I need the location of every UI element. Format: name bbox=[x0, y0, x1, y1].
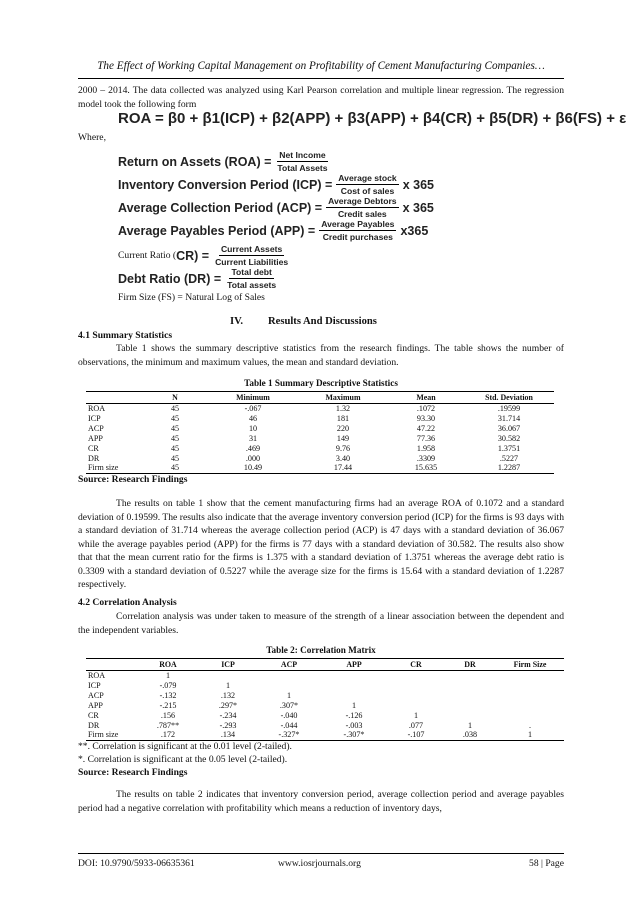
table-cell: 15.635 bbox=[388, 463, 464, 473]
table-cell bbox=[496, 671, 564, 681]
table1-source: Source: Research Findings bbox=[78, 474, 188, 485]
header-rule bbox=[78, 78, 564, 79]
table2-note-1: **. Correlation is significant at the 0.01 level (2-tailed). bbox=[78, 741, 292, 752]
table1-caption: Table 1 Summary Descriptive Statistics bbox=[244, 378, 398, 388]
table-cell: .3309 bbox=[416, 453, 436, 463]
summary-statistics-text: Table 1 shows the summary descriptive statistics from the research findings. The table shows the number of observations, the minimum and maximum values, the mean and standard deviation. bbox=[78, 343, 564, 368]
table-cell: 1 bbox=[165, 671, 171, 680]
table-cell: ICP bbox=[88, 680, 101, 690]
dr-equation bbox=[118, 267, 282, 290]
table-cell: .038 bbox=[444, 730, 496, 740]
cr-denominator: Current Liabilities bbox=[215, 257, 289, 267]
dr-fraction bbox=[225, 267, 278, 290]
correlation-analysis-text: Correlation analysis was under taken to measure of the strength of a linear association between the dependent and the independent variables. bbox=[78, 611, 564, 636]
footer-page-number: 58 | Page bbox=[529, 858, 564, 869]
table2-header: ICP bbox=[198, 659, 258, 671]
table-cell: . bbox=[528, 720, 532, 730]
table-cell: 1.32 bbox=[335, 404, 351, 413]
table-cell bbox=[258, 671, 320, 681]
table2-source: Source: Research Findings bbox=[78, 767, 188, 778]
table2-caption: Table 2: Correlation Matrix bbox=[266, 645, 376, 655]
table-cell: .1072 bbox=[416, 404, 436, 413]
table-cell: 3.40 bbox=[335, 453, 351, 463]
table-cell bbox=[320, 671, 388, 681]
table-cell: 45 bbox=[170, 404, 180, 413]
table-cell: -.040 bbox=[280, 710, 298, 720]
section-title: Results And Discussions bbox=[268, 316, 377, 327]
table2-header: APP bbox=[320, 659, 388, 671]
table2-header: ROA bbox=[138, 659, 198, 671]
regression-equation: ROA = β0 + β1(ICP) + β2(APP) + β3(APP) + β4(CR) + β5(DR) + β6(FS) + ε bbox=[118, 110, 627, 127]
table-cell: -.107 bbox=[388, 730, 444, 740]
correlation-analysis-heading: 4.2 Correlation Analysis bbox=[78, 597, 177, 608]
table-cell bbox=[496, 681, 564, 691]
table-cell: 1.3751 bbox=[497, 443, 521, 453]
table-row bbox=[86, 454, 554, 464]
table-cell: CR bbox=[88, 710, 99, 720]
app-label: Average Payables Period (APP) = bbox=[118, 223, 316, 238]
table1-header-row bbox=[86, 392, 554, 404]
summary-statistics-heading: 4.1 Summary Statistics bbox=[78, 330, 173, 341]
table-cell: 45 bbox=[170, 413, 180, 423]
table2-header: Firm Size bbox=[496, 659, 564, 671]
table-cell: .297* bbox=[218, 700, 238, 710]
table-cell: APP bbox=[88, 433, 103, 443]
table2-header: CR bbox=[388, 659, 444, 671]
table-cell: 1 bbox=[225, 680, 231, 690]
table-cell bbox=[496, 711, 564, 721]
dr-denominator: Total assets bbox=[227, 280, 277, 290]
table1-header: N bbox=[142, 392, 208, 404]
table2-header bbox=[86, 659, 138, 671]
roa-fraction bbox=[275, 150, 329, 173]
table1-header: Minimum bbox=[208, 392, 298, 404]
icp-equation bbox=[118, 173, 434, 196]
acp-numerator: Average Debtors bbox=[328, 196, 397, 206]
table2-header-row bbox=[86, 659, 564, 671]
table-cell: .19599 bbox=[497, 404, 521, 413]
table-row bbox=[86, 463, 554, 473]
table-cell bbox=[388, 671, 444, 681]
table-cell: 1.958 bbox=[416, 443, 436, 453]
table1-descriptive-statistics bbox=[86, 391, 554, 474]
table-cell: .787** bbox=[156, 720, 180, 730]
table-cell: -.132 bbox=[159, 690, 177, 700]
table-cell: 45 bbox=[170, 423, 180, 433]
table-cell: -.293 bbox=[219, 720, 237, 730]
table-cell: Firm size bbox=[86, 463, 142, 473]
table-cell: 10 bbox=[248, 423, 258, 433]
table-cell: .132 bbox=[220, 690, 236, 700]
table-cell: 1 bbox=[496, 730, 564, 740]
table-cell: 30.582 bbox=[497, 433, 521, 443]
fs-definition: Firm Size (FS) = Natural Log of Sales bbox=[118, 292, 265, 303]
table-cell: ICP bbox=[88, 413, 101, 423]
table-cell: 220 bbox=[336, 423, 350, 433]
footer-doi: DOI: 10.9790/5933-06635361 bbox=[78, 858, 195, 869]
table-cell: -.327* bbox=[258, 730, 320, 740]
icp-fraction bbox=[336, 173, 398, 196]
acp-multiplier: x 365 bbox=[402, 200, 434, 215]
table-row bbox=[86, 721, 564, 731]
table-cell: ACP bbox=[88, 423, 104, 433]
table-cell bbox=[388, 691, 444, 701]
table-cell: 31 bbox=[248, 433, 258, 443]
cr-fraction bbox=[213, 244, 290, 267]
acp-denominator: Credit sales bbox=[337, 209, 387, 219]
table-row bbox=[86, 414, 554, 424]
table-cell bbox=[444, 681, 496, 691]
table-cell bbox=[320, 681, 388, 691]
footer-website: www.iosrjournals.org bbox=[278, 858, 361, 869]
table1-header bbox=[86, 392, 142, 404]
table-cell: 149 bbox=[336, 433, 350, 443]
table-cell: ROA bbox=[88, 404, 106, 413]
table-cell: 1 bbox=[413, 710, 419, 720]
table-cell: DR bbox=[88, 453, 100, 463]
where-label: Where, bbox=[78, 132, 106, 143]
table-row bbox=[86, 681, 564, 691]
table-cell: 31.714 bbox=[497, 413, 521, 423]
table2-header: DR bbox=[444, 659, 496, 671]
table-cell: 17.44 bbox=[298, 463, 388, 473]
table-cell bbox=[320, 691, 388, 701]
table-cell: -.215 bbox=[159, 700, 177, 710]
table-row bbox=[86, 444, 554, 454]
table-row bbox=[86, 434, 554, 444]
cr-equation bbox=[118, 244, 294, 267]
table-cell bbox=[198, 671, 258, 681]
table-cell bbox=[444, 701, 496, 711]
table-cell: .156 bbox=[160, 710, 176, 720]
table2-correlation-matrix bbox=[86, 658, 564, 741]
acp-label: Average Collection Period (ACP) = bbox=[118, 200, 323, 215]
table-row bbox=[86, 404, 554, 414]
table1-header: Mean bbox=[388, 392, 464, 404]
dr-numerator: Total debt bbox=[231, 267, 272, 277]
app-multiplier: x365 bbox=[400, 223, 429, 238]
table-cell: -.003 bbox=[345, 720, 363, 730]
table-cell bbox=[444, 711, 496, 721]
table-cell: 1 bbox=[351, 700, 357, 710]
table-row bbox=[86, 711, 564, 721]
roa-numerator: Net Income bbox=[279, 150, 326, 160]
app-numerator: Average Payables bbox=[321, 219, 395, 229]
section-number: IV. bbox=[230, 316, 244, 327]
table-cell: 36.067 bbox=[497, 423, 521, 433]
cr-label: CR) = bbox=[176, 248, 210, 263]
table-cell: .134 bbox=[198, 730, 258, 740]
icp-numerator: Average stock bbox=[338, 173, 397, 183]
results-paragraph-1: The results on table 1 show that the cement manufacturing firms had an average ROA of 0.1072 and a standard deviation of 0.19599. The results also indicate that the average inventory conversion period (ICP) for the firms is 93 days with a standard deviation of 31.714 whereas the average collection period (ACP) is 47 days with a standard deviation of 36.067 while the average payables period (APP) for the firms is 77 days with a standard deviation of 30.582. The results also show that that the mean current ratio for the firms is 1.375 with a standard deviation of 1.3751 whereas the average debt ratio is 0.3309 with a standard deviation of 0.5227 while the average size for the firms is 15.64 with a standard deviation of 1.2287 respectively. bbox=[78, 498, 564, 590]
table-cell: ACP bbox=[88, 690, 104, 700]
app-equation bbox=[118, 219, 428, 242]
app-denominator: Credit purchases bbox=[322, 232, 393, 242]
table-cell: .077 bbox=[408, 720, 424, 730]
table2-note-2: *. Correlation is significant at the 0.05 level (2-tailed). bbox=[78, 754, 288, 765]
table-cell bbox=[388, 701, 444, 711]
table-cell: 45 bbox=[170, 433, 180, 443]
table-cell: 45 bbox=[170, 453, 180, 463]
table-cell: ROA bbox=[88, 671, 106, 680]
table-cell: .307* bbox=[279, 700, 299, 710]
table-row bbox=[86, 691, 564, 701]
table-cell: -.044 bbox=[280, 720, 298, 730]
roa-label: Return on Assets (ROA) = bbox=[118, 154, 272, 169]
table-cell: 46 bbox=[248, 413, 258, 423]
table-cell: .000 bbox=[245, 453, 261, 463]
table-cell: 10.49 bbox=[208, 463, 298, 473]
table-row bbox=[86, 424, 554, 434]
table-cell: -.079 bbox=[159, 680, 177, 690]
intro-paragraph: 2000 – 2014. The data collected was analyzed using Karl Pearson correlation and multiple linear regression. The regression model took the following form bbox=[78, 85, 564, 110]
table-cell: .172 bbox=[138, 730, 198, 740]
table1-header: Maximum bbox=[298, 392, 388, 404]
table-cell: DR bbox=[88, 720, 100, 730]
roa-equation bbox=[118, 150, 334, 173]
table-cell bbox=[496, 691, 564, 701]
icp-multiplier: x 365 bbox=[402, 177, 434, 192]
footer-rule bbox=[78, 853, 564, 854]
cr-label-prefix: Current Ratio ( bbox=[118, 250, 177, 261]
table-cell bbox=[258, 681, 320, 691]
table-cell: 93.30 bbox=[416, 413, 436, 423]
results-paragraph-2: The results on table 2 indicates that inventory conversion period, average collection period and average payables period had a negative correlation with profitability which means a reduction of inventory days, bbox=[78, 789, 564, 814]
cr-numerator: Current Assets bbox=[220, 244, 283, 254]
acp-equation bbox=[118, 196, 434, 219]
table-cell: .5227 bbox=[499, 453, 519, 463]
roa-denominator: Total Assets bbox=[277, 163, 328, 173]
table-cell bbox=[496, 701, 564, 711]
table-cell: 47.22 bbox=[416, 423, 436, 433]
table-cell: APP bbox=[88, 700, 103, 710]
table-cell: 1 bbox=[286, 690, 292, 700]
table-cell: -.307* bbox=[320, 730, 388, 740]
icp-denominator: Cost of sales bbox=[340, 186, 395, 196]
table-cell: -.126 bbox=[345, 710, 363, 720]
running-header: The Effect of Working Capital Management on Profitability of Cement Manufacturing Companies… bbox=[97, 60, 545, 72]
table-cell: -.234 bbox=[219, 710, 237, 720]
table-cell: 45 bbox=[142, 463, 208, 473]
table-cell: 77.36 bbox=[416, 433, 436, 443]
table-cell bbox=[444, 671, 496, 681]
table-cell: Firm size bbox=[86, 730, 138, 740]
table-cell bbox=[444, 691, 496, 701]
table-row bbox=[86, 701, 564, 711]
table-cell: 9.76 bbox=[335, 443, 351, 453]
table-cell: 1 bbox=[467, 720, 473, 730]
table-cell: 181 bbox=[336, 413, 350, 423]
table-row bbox=[86, 671, 564, 681]
dr-label: Debt Ratio (DR) = bbox=[118, 271, 222, 286]
table-cell: CR bbox=[88, 443, 99, 453]
table1-header: Std. Deviation bbox=[464, 392, 554, 404]
table-row bbox=[86, 730, 564, 740]
table-cell: 1.2287 bbox=[464, 463, 554, 473]
table-cell: 45 bbox=[170, 443, 180, 453]
table-cell bbox=[388, 681, 444, 691]
app-fraction bbox=[319, 219, 396, 242]
table-cell: -.067 bbox=[244, 404, 262, 413]
table-cell: .469 bbox=[245, 443, 261, 453]
icp-label: Inventory Conversion Period (ICP) = bbox=[118, 177, 333, 192]
acp-fraction bbox=[326, 196, 398, 219]
table2-header: ACP bbox=[258, 659, 320, 671]
